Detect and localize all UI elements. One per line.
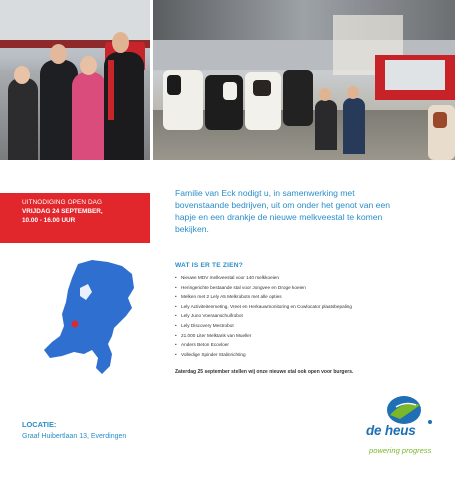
list-item: • Nieuwe MDV melkveestal voor 140 melkkoeien (175, 275, 279, 280)
closing-note: Zaterdag 25 september stellen wij onze nieuwe stal ook open voor burgers. (175, 369, 354, 375)
location-address: Graaf Huibertlaan 13, Everdingen (22, 433, 127, 440)
banner-date: VRIJDAG 24 SEPTEMBER, (22, 208, 103, 215)
barn-photo (153, 0, 455, 160)
banner-invitation: UITNODIGING OPEN DAG (22, 199, 103, 206)
location-marker (72, 321, 79, 328)
banner-time: 10.00 - 16.00 UUR (22, 217, 76, 224)
open-day-banner (0, 193, 150, 243)
location-label: LOCATIE: (22, 420, 57, 429)
list-item: • Anders Beton Ecovloer (175, 342, 229, 348)
logo-name: de heus (366, 423, 416, 438)
intro-text: Familie van Eck nodigt u, in samenwerking met bovenstaande bedrijven, uit om onder het genot van een hapje en een drankje de nieuwe melkveestal te komen bekijken. (175, 188, 390, 234)
feature-list (175, 273, 445, 359)
list-item: • Lely Juno Voeraanschuifrobot (175, 313, 243, 319)
netherlands-map (40, 258, 138, 378)
list-item: • Melken met 2 Lely A5 Melkrobots met alle opties (175, 294, 282, 300)
section-title: WAT IS ER TE ZIEN? (175, 262, 243, 269)
list-item: • Lely Discovery Mestrobot (175, 322, 234, 328)
family-photo (0, 0, 150, 160)
list-item: • 21.000 Liter Melktank van Mueller (175, 332, 252, 338)
logo-tagline: powering progress (369, 446, 432, 455)
list-item: • Heringerichte bestaande stal voor Jongvee en Droge koeien (175, 284, 306, 290)
list-item: • Lely Activiteitenmeting, Vreet en Herkauwmonitoring en Cowlocator plaatsbepaling (175, 303, 353, 309)
list-item: • Volledige Spinder Stalinrichting (175, 351, 246, 357)
netherlands-shape (44, 260, 134, 374)
header-photos (0, 0, 455, 160)
